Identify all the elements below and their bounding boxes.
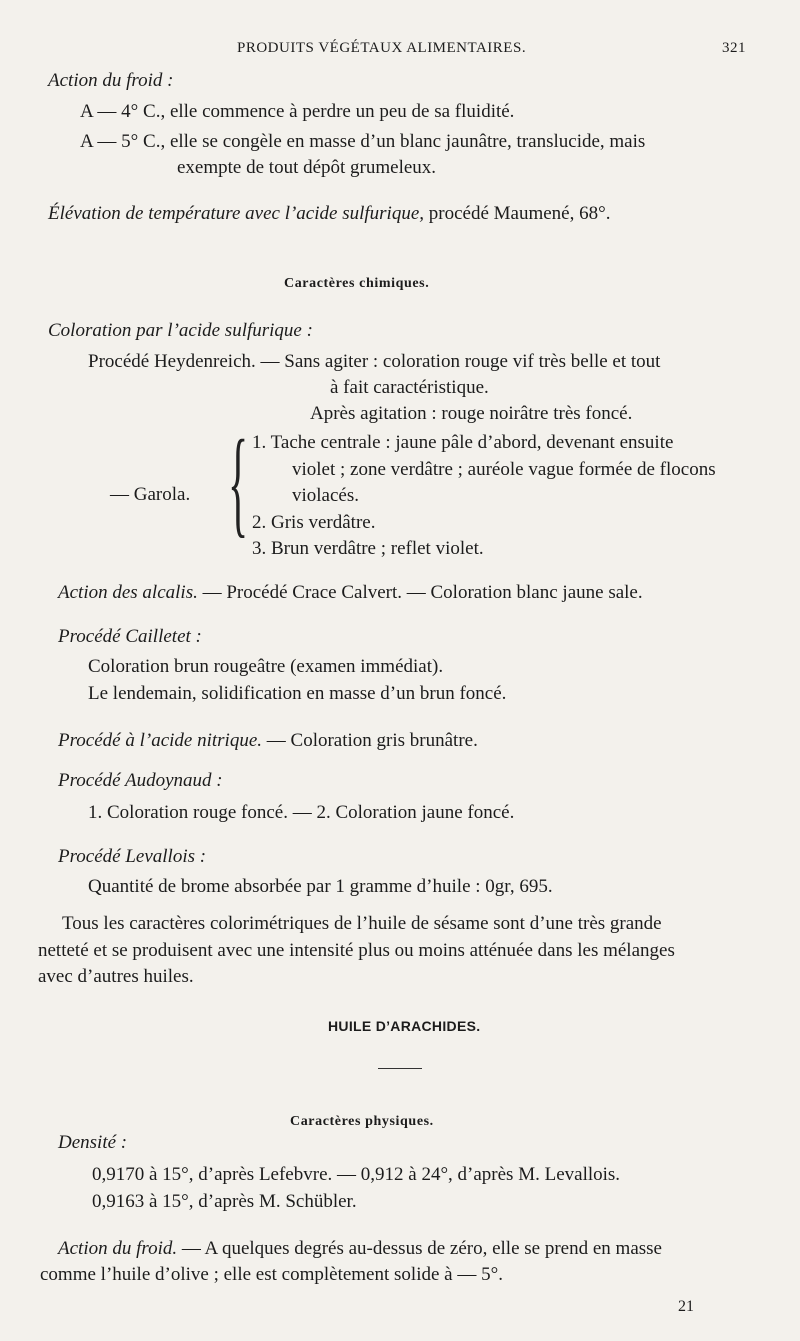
froid-heading: Action du froid :: [48, 70, 174, 91]
left-brace-icon: {: [228, 415, 249, 548]
nitrique-line: [58, 730, 478, 752]
froid-line-2b: exempte de tout dépôt grumeleux.: [177, 157, 437, 178]
alcalis-line: [58, 582, 643, 604]
arachides-froid-line-2: comme l’huile d’olive ; elle est complètement solide à — 5°.: [40, 1264, 503, 1285]
arachides-froid-label: Action du froid.: [58, 1238, 178, 1259]
elevation-line: [48, 203, 610, 225]
garola-item-3: 3. Brun verdâtre ; reflet violet.: [252, 538, 484, 559]
cailletet-line-2: Le lendemain, solidification en masse d’un brun foncé.: [88, 683, 507, 704]
densite-heading: Densité :: [58, 1132, 128, 1153]
summary-line-2: netteté et se produisent avec une intensité plus ou moins atténuée dans les mélanges: [38, 940, 675, 961]
audoynaud-text: 1. Coloration rouge foncé. — 2. Coloration jaune foncé.: [88, 802, 515, 823]
densite-line-1: 0,9170 à 15°, d’après Lefebvre. — 0,912 à 24°, d’après M. Levallois.: [92, 1164, 621, 1185]
audoynaud-heading: Procédé Audoynaud :: [58, 770, 223, 791]
arachides-froid-text-1: — A quelques degrés au-dessus de zéro, elle se prend en masse: [181, 1238, 662, 1259]
summary-line-3: avec d’autres huiles.: [38, 966, 194, 987]
garola-item-1b: violet ; zone verdâtre ; auréole vague formée de flocons: [292, 459, 716, 480]
elevation-text: procédé Maumené, 68°.: [428, 203, 611, 224]
heydenreich-line-3: Après agitation : rouge noirâtre très foncé.: [310, 403, 633, 424]
physiques-heading: Caractères physiques.: [290, 1114, 434, 1129]
running-title: PRODUITS VÉGÉTAUX ALIMENTAIRES.: [237, 40, 527, 56]
arachides-title: HUILE D’ARACHIDES.: [328, 1018, 481, 1034]
garola-item-2: 2. Gris verdâtre.: [252, 512, 376, 533]
heydenreich-line-1: Procédé Heydenreich. — Sans agiter : coloration rouge vif très belle et tout: [88, 351, 661, 372]
divider-rule: [378, 1068, 422, 1069]
alcalis-text: — Procédé Crace Calvert. — Coloration blanc jaune sale.: [202, 582, 643, 603]
garola-item-1c: violacés.: [292, 485, 360, 506]
levallois-heading: Procédé Levallois :: [58, 846, 207, 867]
heydenreich-line-2: à fait caractéristique.: [330, 377, 489, 398]
cailletet-heading: Procédé Cailletet :: [58, 626, 202, 647]
page-number: 321: [722, 40, 746, 56]
signature-mark: 21: [678, 1298, 694, 1315]
nitrique-text: — Coloration gris brunâtre.: [266, 730, 478, 751]
densite-line-2: 0,9163 à 15°, d’après M. Schübler.: [92, 1191, 357, 1212]
cailletet-line-1: Coloration brun rougeâtre (examen immédiat).: [88, 656, 444, 677]
garola-label: — Garola.: [110, 484, 191, 505]
chimiques-heading: Caractères chimiques.: [284, 276, 430, 291]
froid-line-2a: A — 5° C., elle se congèle en masse d’un blanc jaunâtre, translucide, mais: [80, 131, 646, 152]
coloration-heading: Coloration par l’acide sulfurique :: [48, 320, 313, 341]
summary-line-1: Tous les caractères colorimétriques de l’huile de sésame sont d’une très grande: [62, 913, 662, 934]
froid-line-1: A — 4° C., elle commence à perdre un peu de sa fluidité.: [80, 101, 515, 122]
arachides-froid-line-1: [58, 1238, 662, 1260]
levallois-text: Quantité de brome absorbée par 1 gramme d’huile : 0gr, 695.: [88, 876, 553, 897]
alcalis-label: Action des alcalis.: [58, 582, 198, 603]
garola-item-1a: 1. Tache centrale : jaune pâle d’abord, devenant ensuite: [252, 432, 674, 453]
elevation-label: Élévation de température avec l’acide sulfurique,: [48, 203, 425, 224]
nitrique-label: Procédé à l’acide nitrique.: [58, 730, 263, 751]
